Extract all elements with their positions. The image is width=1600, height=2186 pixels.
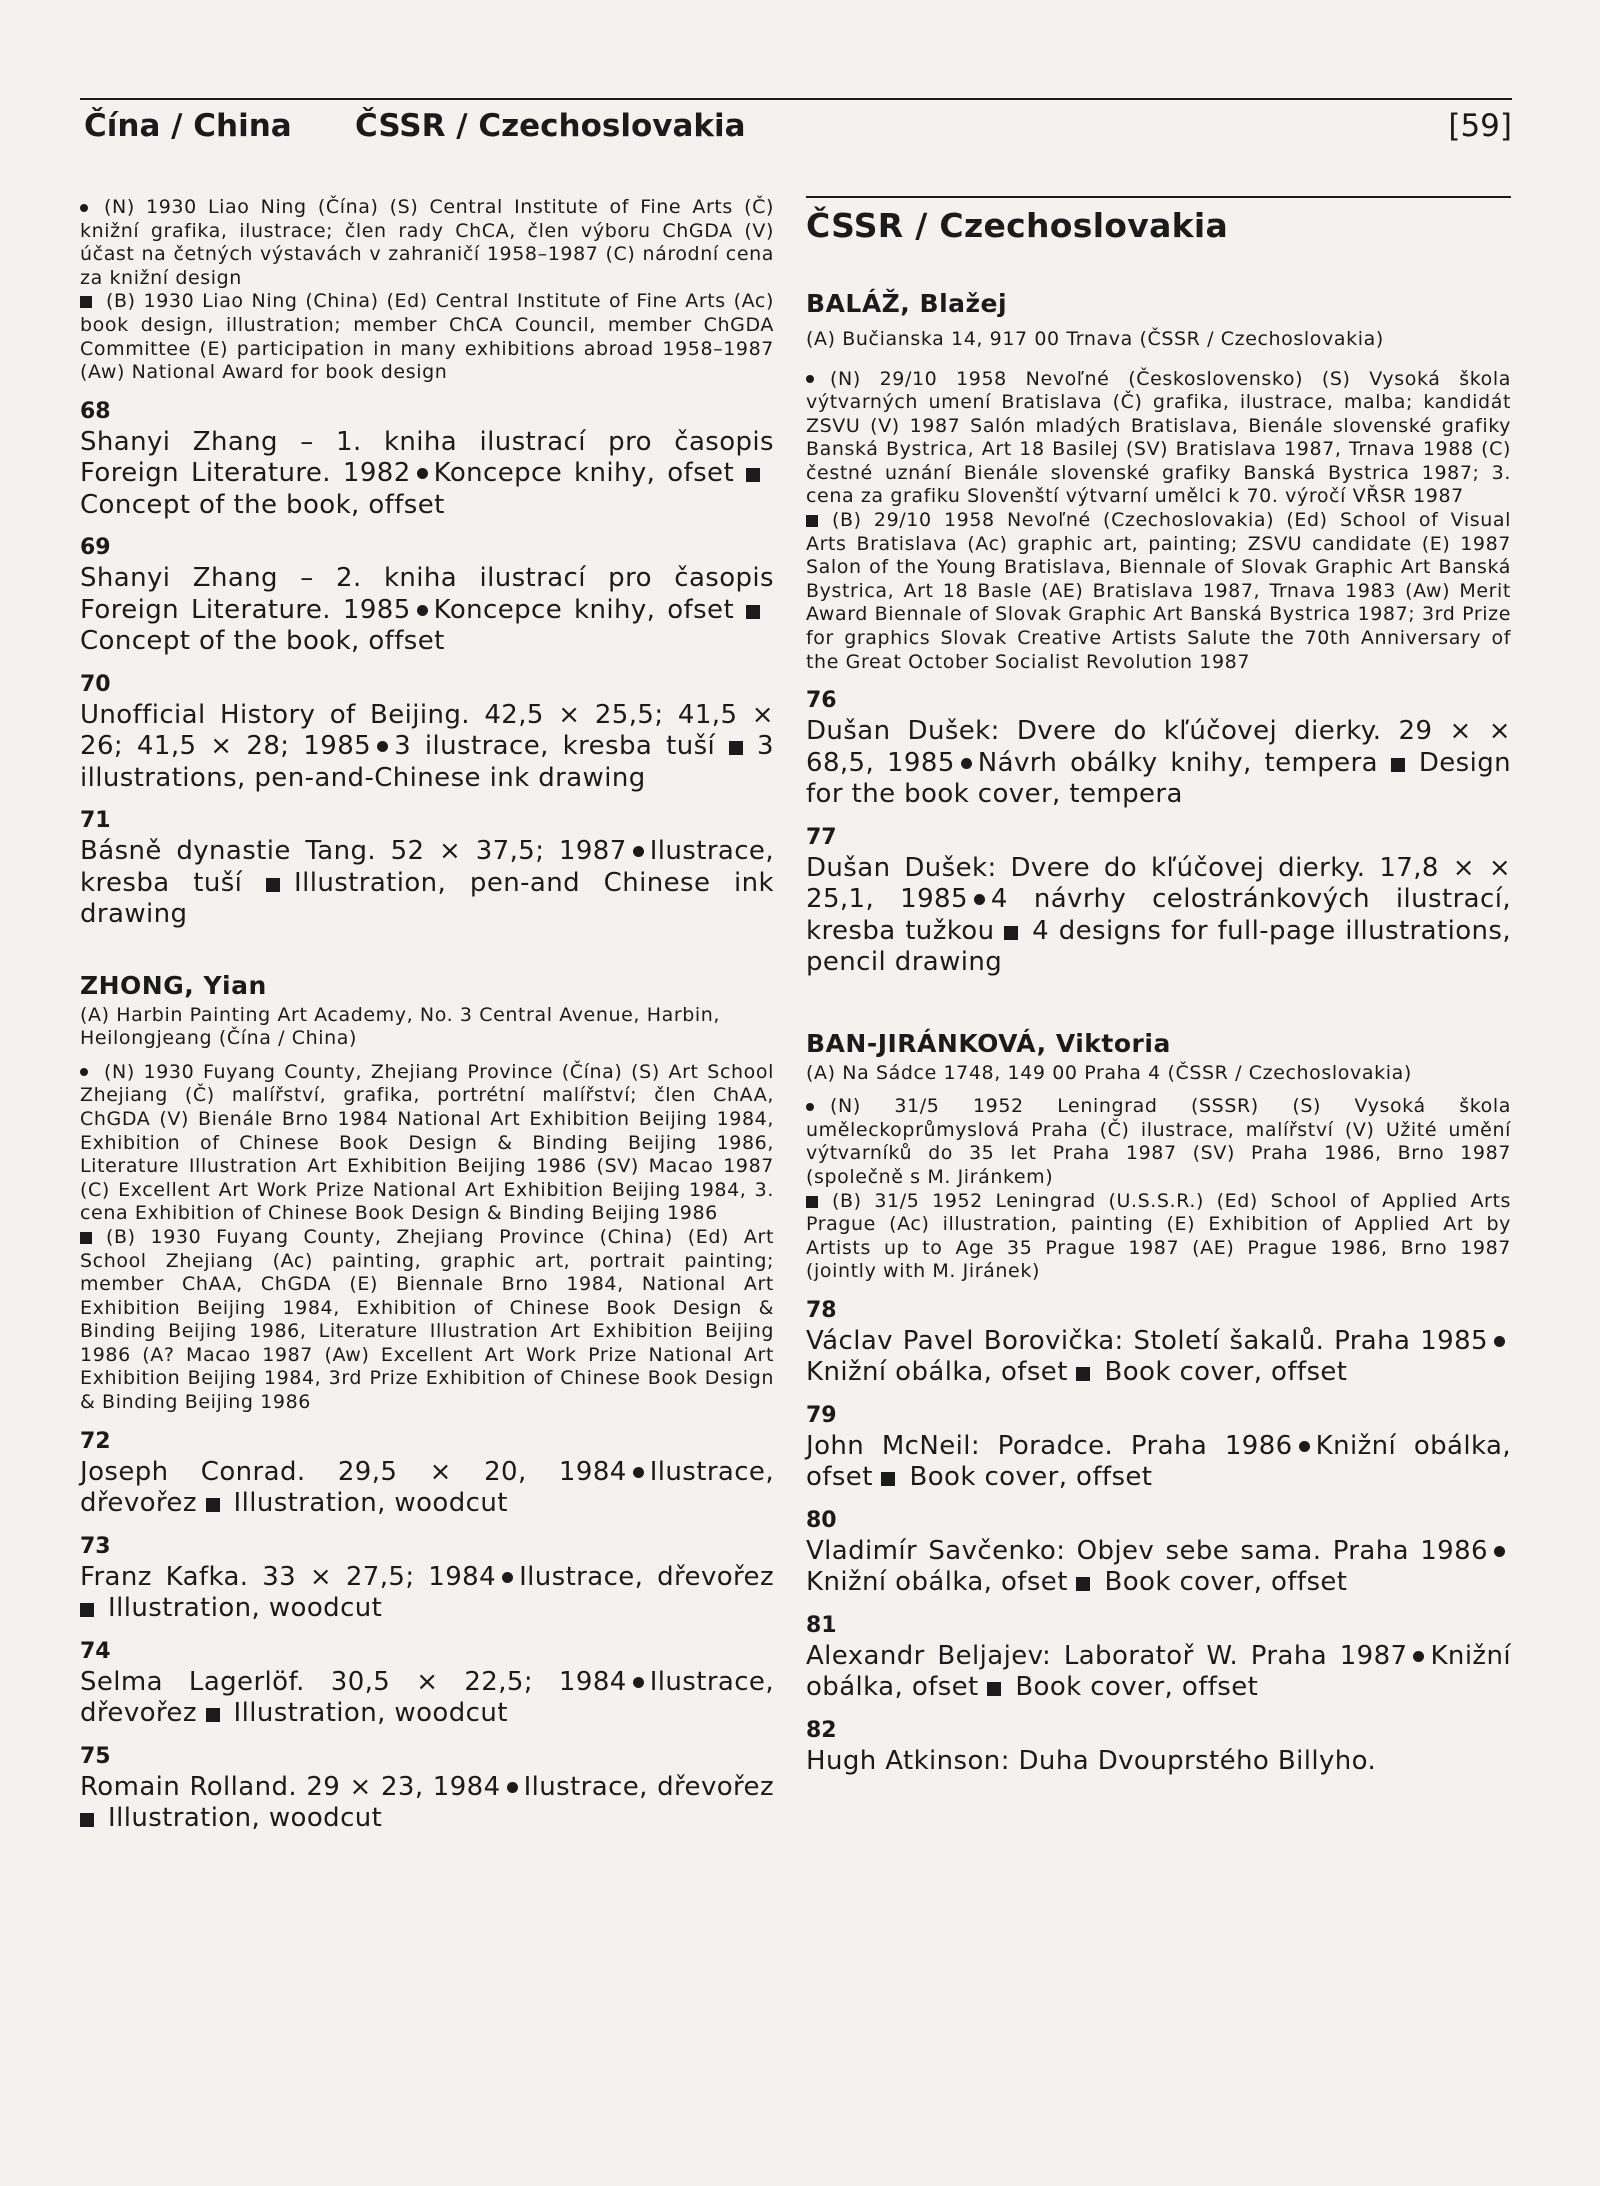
entries-group-b: [806, 1296, 1511, 1778]
bio-czech: (N) 29/10 1958 Nevoľné (Československo) (S) Vysoká škola výtvarných umení Bratislava (Č) grafika, ilustrace, malba; kandidát ZSVU (V) 1987 Salón mladých Bratislava, Bienále slovenské grafiky Banská Bystrica, Art 18 Basilej (SV) Bratislava 1987, Trnava 1988 (C) čestné uznání Bienále slovenské grafiky Banská Bystrica 1987; 3. cena za grafiku Slovenští výtvarní umělci k 70. výročí VŘSR 1987: [806, 367, 1511, 508]
artist-address: (A) Harbin Painting Art Academy, No. 3 Central Avenue, Harbin, Heilongjeang (Čína / China): [80, 1003, 721, 1050]
square-icon: [746, 468, 760, 482]
header-rule: [80, 98, 1512, 100]
entry-number: 81: [806, 1612, 837, 1638]
catalog-entry: 71 Básně dynastie Tang. 52 × 37,5; 1987 Ilustrace, kresba tuší Illustration, pen-and Chinese ink drawing: [80, 808, 775, 930]
artist-bio: [806, 1095, 1511, 1284]
page-number: [59]: [1448, 108, 1512, 144]
entry-number: 68: [80, 398, 111, 424]
square-icon: [80, 1232, 92, 1244]
section-title: ČSSR / Czechoslovakia: [806, 206, 1229, 245]
bullet-icon: [806, 375, 814, 383]
catalog-entry: 74 Selma Lagerlöf. 30,5 × 22,5; 1984 Ilustrace, dřevořez Illustration, woodcut: [80, 1638, 774, 1729]
square-icon: [806, 515, 818, 527]
artist-address: (A) Bučianska 14, 917 00 Trnava (ČSSR / Czechoslovakia): [806, 328, 1384, 350]
catalog-entry: 78 Václav Pavel Borovička: Století šakalů. Praha 1985Knižní obálka, ofset Book cover, offset: [806, 1296, 1511, 1389]
bio-czech: (N) 31/5 1952 Leningrad (SSSR) (S) Vysoká škola uměleckoprůmyslová Praha (Č) ilustrace, malířství (V) Užité umění výtvarníků do 35 let Praha 1987 (SV) Praha 1986, Brno 1987 (společně s M. Jiránkem): [806, 1095, 1511, 1188]
catalog-entry: 73 Franz Kafka. 33 × 27,5; 1984 Ilustrace, dřevořez Illustration, woodcut: [80, 1533, 775, 1624]
catalog-entry: 72 Joseph Conrad. 29,5 × 20, 1984 Ilustrace, dřevořez Illustration, woodcut: [80, 1428, 774, 1519]
bio-czech: (N) 1930 Liao Ning (Čína) (S) Central Institute of Fine Arts (Č) knižní grafika, ilustrace; člen rady ChCA, člen výboru ChGDA (V) účast na četných výstavách v zahraničí 1958–1987 (C) národní cena za knižní design: [80, 196, 774, 289]
bullet-icon: [633, 1677, 644, 1688]
bullet-icon: [507, 1782, 518, 1793]
catalog-entry: 76 Dušan Dušek: Dvere do kľúčovej dierky. 29 × × 68,5, 1985 Návrh obálky knihy, tempera Design for the book cover, tempera: [806, 688, 1511, 810]
square-icon: [987, 1682, 1001, 1696]
square-icon: [80, 296, 92, 308]
artist-bio: [806, 368, 1511, 675]
entry-number: 73: [80, 1533, 111, 1559]
entry-number: 76: [806, 688, 837, 714]
artist-name: BAN-JIRÁNKOVÁ, Viktoria: [806, 1028, 1171, 1058]
square-icon: [206, 1498, 220, 1512]
square-icon: [80, 1813, 94, 1827]
square-icon: [729, 741, 743, 755]
entry-number: 75: [80, 1743, 111, 1769]
bullet-icon: [1494, 1336, 1505, 1347]
bullet-icon: [633, 846, 644, 857]
bullet-icon: [633, 1467, 644, 1478]
square-icon: [881, 1472, 895, 1486]
entries-group-a: [80, 397, 774, 931]
artist-block: [806, 289, 1511, 674]
left-column: [80, 196, 774, 1835]
catalog-entry: 79 John McNeil: Poradce. Praha 1986 Knižní obálka, ofset Book cover, offset: [806, 1402, 1511, 1493]
entry-number: 69: [80, 535, 111, 561]
artist-bio: [80, 1061, 774, 1415]
entry-number: 78: [806, 1297, 837, 1323]
artist-block: [806, 1029, 1511, 1284]
bullet-icon: [1494, 1546, 1505, 1557]
artist-name: BALÁŽ, Blažej: [806, 289, 1008, 318]
bio-english: (B) 1930 Liao Ning (China) (Ed) Central Institute of Fine Arts (Ac) book design, illustration; member ChCA Council, member ChGDA Committee (E) participation in many exhibitions abroad 1958–1987 (Aw) National Award for book design: [80, 290, 774, 384]
bullet-icon: [502, 1572, 513, 1583]
square-icon: [206, 1708, 220, 1722]
bio-english: (B) 1930 Fuyang County, Zhejiang Province (China) (Ed) Art School Zhejiang (Ac) painting, graphic art, portrait painting; member ChAA, ChGDA (E) Biennale Brno 1984, National Art Exhibition Beijing 1984, Exhibition of Chinese Book Design & Binding Beijing 1986, Literature Illustration Art Exhibition Beijing 1986 (A? Macao 1987 (Aw) Excellent Art Work Prize National Art Exhibition Beijing 1984, 3rd Prize Exhibition of Chinese Book Design & Binding Beijing 1986: [80, 1225, 774, 1414]
page-header: [80, 98, 1512, 148]
entry-number: 77: [806, 824, 837, 850]
intro-bio: [80, 196, 774, 385]
entries-group-b: [80, 1427, 774, 1835]
entry-number: 70: [80, 671, 111, 697]
bio-czech: (N) 1930 Fuyang County, Zhejiang Province (Čína) (S) Art School Zhejiang (Č) malířství, grafika, portrétní malířství; člen ChAA, ChGDA (V) Bienále Brno 1984 National Art Exhibition Beijing 1984, Exhibition of Chinese Book Design & Binding Beijing 1986, Literature Illustration Art Exhibition Beijing 1986 (SV) Macao 1987 (C) Excellent Art Work Prize National Art Exhibition Beijing 1984, 3. cena Exhibition of Chinese Book Design & Binding Beijing 1986: [80, 1060, 774, 1225]
bullet-icon: [806, 1103, 814, 1111]
entry-text: Hugh Atkinson: Duha Dvouprstého Billyho.: [806, 1745, 1377, 1776]
entry-number: 79: [806, 1402, 837, 1428]
square-icon: [1004, 926, 1018, 940]
artist-address: (A) Na Sádce 1748, 149 00 Praha 4 (ČSSR / Czechoslovakia): [806, 1061, 1412, 1084]
artist-name: ZHONG, Yian: [80, 970, 267, 1000]
catalog-entry: [806, 1716, 1511, 1778]
entries-group-a: [806, 686, 1511, 979]
catalog-entry: 77 Dušan Dušek: Dvere do kľúčovej dierky. 17,8 × × 25,1, 1985 4 návrhy celostránkových ilustrací, kresba tužkou 4 designs for full-page illustrations, pencil drawing: [806, 824, 1511, 978]
catalog-entry: 68 Shanyi Zhang – 1. kniha ilustrací pro časopis Foreign Literature. 1982 Koncepce knihy, ofset Concept of the book, offset: [80, 398, 774, 520]
entry-number: 72: [80, 1428, 111, 1454]
bullet-icon: [1299, 1441, 1310, 1452]
catalog-entry: 75 Romain Rolland. 29 × 23, 1984 Ilustrace, dřevořez Illustration, woodcut: [80, 1743, 774, 1834]
catalog-entry: 80 Vladimír Savčenko: Objev sebe sama. Praha 1986Knižní obálka, ofset Book cover, offset: [806, 1506, 1511, 1599]
square-icon: [806, 1196, 818, 1208]
square-icon: [1076, 1577, 1090, 1591]
header-center-title: ČSSR / Czechoslovakia: [355, 108, 746, 144]
entry-number: 74: [80, 1638, 111, 1664]
square-icon: [266, 878, 280, 892]
bullet-icon: [974, 894, 985, 905]
bio-english: (B) 29/10 1958 Nevoľné (Czechoslovakia) (Ed) School of Visual Arts Bratislava (Ac) graphic art, painting; ZSVU candidate (E) 1987 Salon of the Young Bratislava, Biennale of Slovak Graphic Art Banská Bystrica, Art 18 Basle (AE) Bratislava 1987, Trnava 1983 (Aw) Merit Award Biennale of Slovak Graphic Art Banská Bystrica 1987; 3rd Prize for graphics Slovak Creative Artists Salute the 70th Anniversary of the Great October Socialist Revolution 1987: [806, 509, 1511, 673]
bullet-icon: [417, 605, 428, 616]
header-left-title: Čína / China: [84, 108, 292, 144]
bullet-icon: [961, 758, 972, 769]
catalog-entry: 70 Unofficial History of Beijing. 42,5 × 25,5; 41,5 × 26; 41,5 × 28; 1985 3 ilustrace, kresba tuší 3 illustrations, pen-and-Chinese ink drawing: [80, 671, 774, 793]
artist-block: [80, 971, 774, 1415]
bullet-icon: [377, 741, 388, 752]
bullet-icon: [1413, 1651, 1424, 1662]
catalog-entry: 81 Alexandr Beljajev: Laboratoř W. Praha 1987 Knižní obálka, ofset Book cover, offset: [806, 1612, 1511, 1703]
square-icon: [1076, 1367, 1090, 1381]
entry-number: 71: [80, 808, 111, 834]
catalog-entry: 69 Shanyi Zhang – 2. kniha ilustrací pro časopis Foreign Literature. 1985 Koncepce knihy, ofset Concept of the book, offset: [80, 535, 774, 657]
entry-number: 80: [806, 1507, 837, 1533]
right-column: [806, 196, 1511, 1777]
square-icon: [80, 1603, 94, 1617]
entry-number: 82: [806, 1717, 837, 1743]
bio-english: (B) 31/5 1952 Leningrad (U.S.S.R.) (Ed) School of Applied Arts Prague (Ac) illustration, painting (E) Exhibition of Applied Art by Artists up to Age 35 Prague 1987 (AE) Prague 1986, Brno 1987 (jointly with M. Jiránek): [806, 1189, 1511, 1283]
square-icon: [746, 605, 760, 619]
bullet-icon: [417, 468, 428, 479]
square-icon: [1391, 758, 1405, 772]
bullet-icon: [80, 204, 88, 212]
bullet-icon: [80, 1068, 88, 1076]
